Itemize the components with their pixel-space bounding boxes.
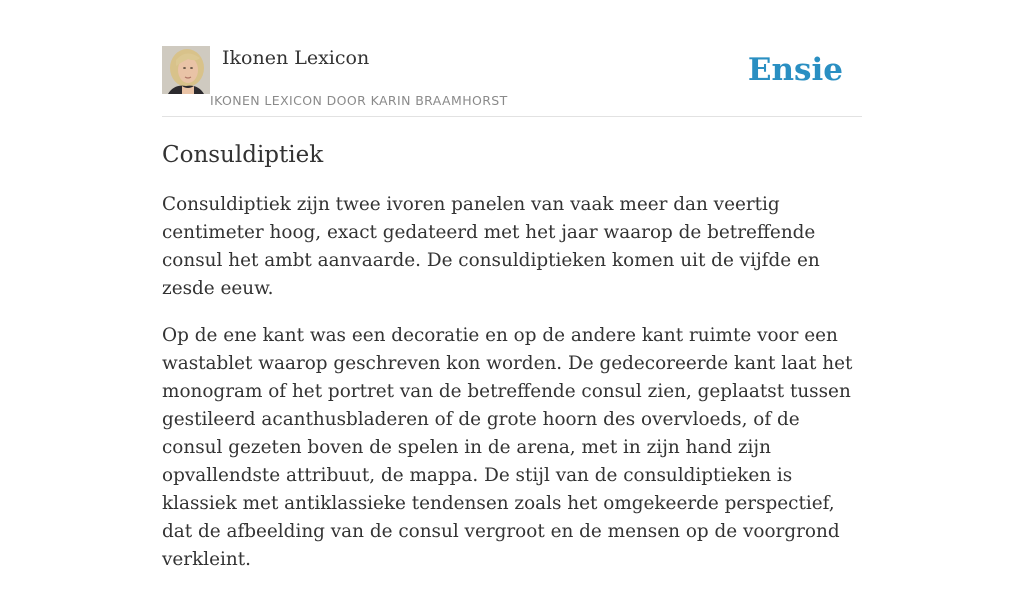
- site-subtitle[interactable]: IKONEN LEXICON DOOR KARIN BRAAMHORST: [210, 93, 508, 108]
- site-header: [162, 46, 862, 117]
- ensie-logo-link[interactable]: Ensie: [747, 52, 843, 88]
- article-paragraph-2: Op de ene kant was een decoratie en op de andere kant ruimte voor een wastablet waarop geschreven kon worden. De gedecoreerde kant laat het monogram of het portret van de betreffende consul zien, geplaatst tussen gestileerd acanthusbladeren of de grote hoorn des overvloeds, of de consul gezeten boven de spelen in de arena, met in zijn hand zijn opvallendste attribuut, de mappa. De stijl van de consuldiptieken is klassiek met antiklassieke tendensen zoals het omgekeerde perspectief, dat de afbeelding van de consul vergroot en de mensen op de voorgrond verkleint.: [162, 325, 853, 570]
- site-title[interactable]: Ikonen Lexicon: [222, 47, 370, 69]
- author-avatar[interactable]: [162, 46, 210, 94]
- article-title: Consuldiptiek: [162, 142, 324, 168]
- author-portrait-icon: [162, 46, 210, 94]
- article-paragraph-1: Consuldiptiek zijn twee ivoren panelen van vaak meer dan veertig centimeter hoog, exact gedateerd met het jaar waarop de betreffende consul het ambt aanvaarde. De consuldiptieken komen uit de vijfde en zesde eeuw.: [162, 194, 820, 299]
- article: [162, 138, 864, 593]
